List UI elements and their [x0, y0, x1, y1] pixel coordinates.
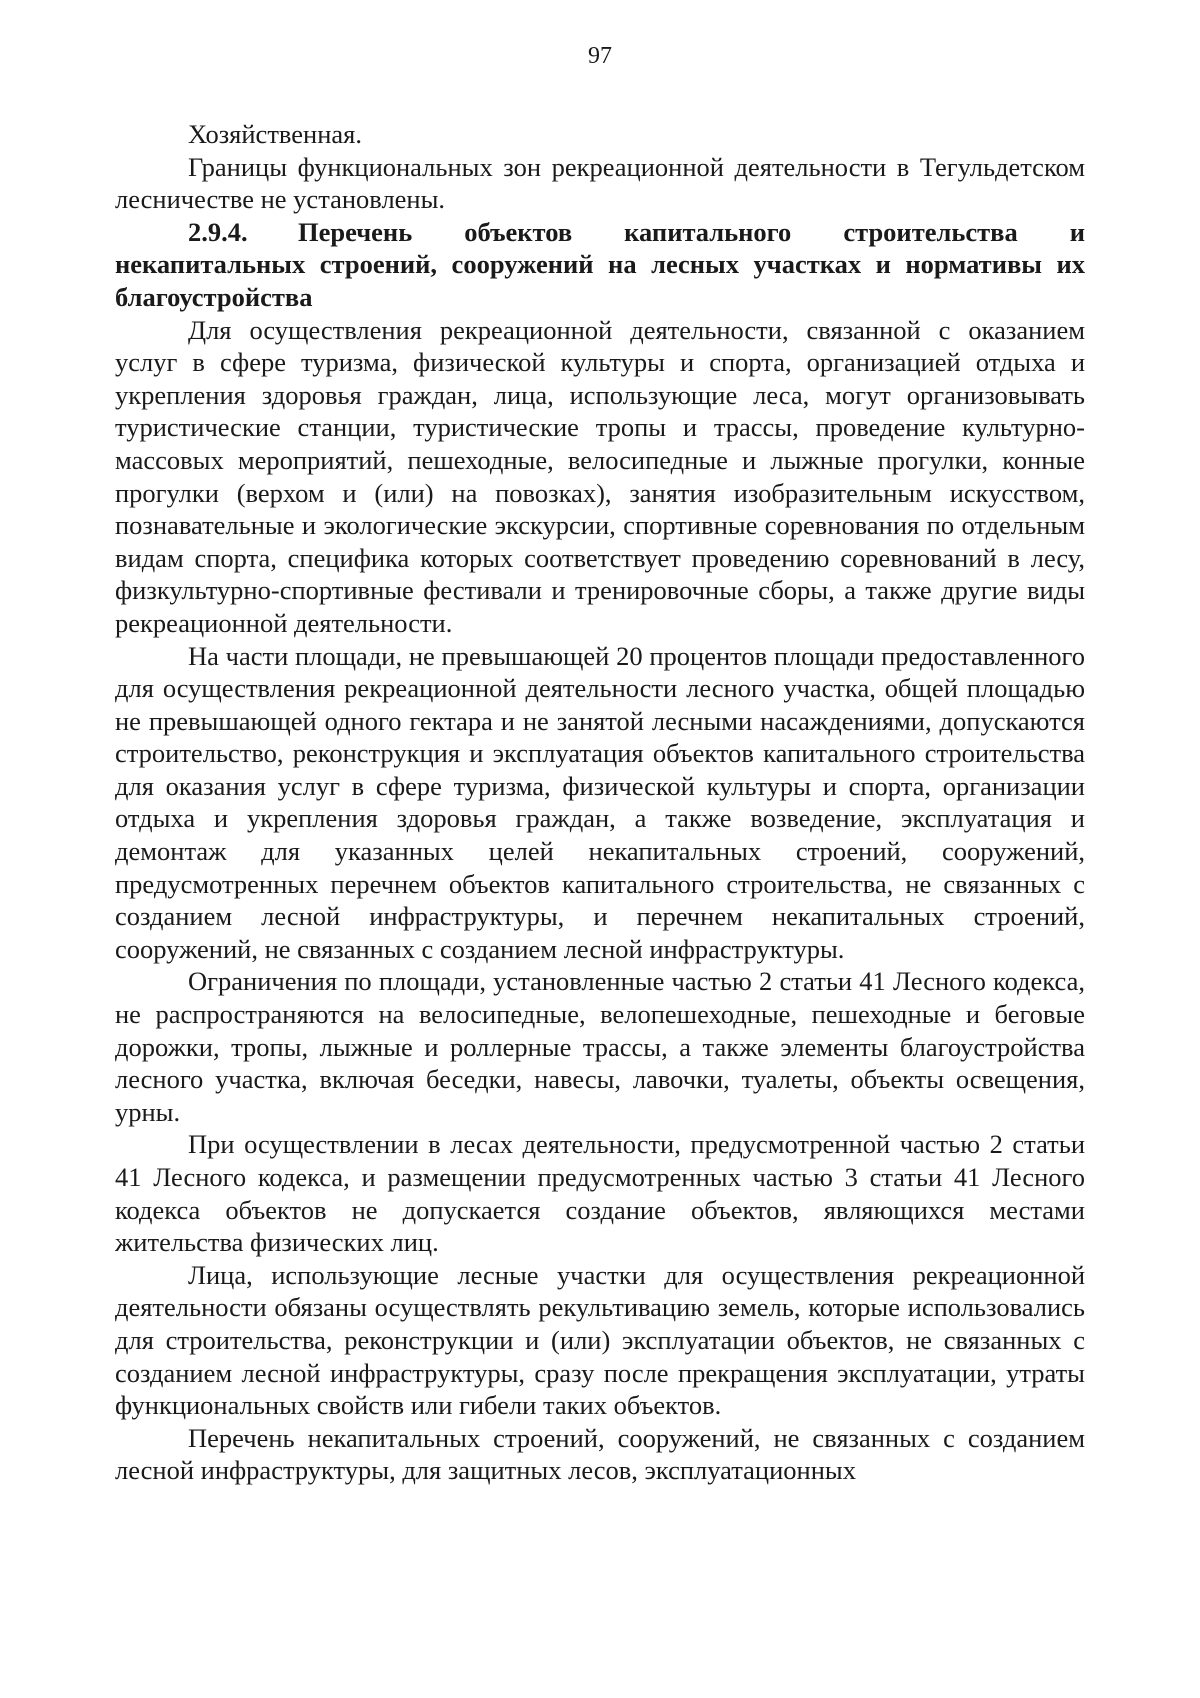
section-title: Перечень объектов капитального строительства и некапитальных строений, сооружений на лесных участках и нормативы их благоустройства: [115, 216, 1085, 312]
section-number: 2.9.4.: [188, 216, 248, 247]
section-heading: [115, 216, 1085, 314]
paragraph-economic-zone: Хозяйственная.: [188, 119, 362, 149]
paragraph-area-limit: На части площади, не превышающей 20 процентов площади предоставленного для осуществления рекреационной деятельности лесного участка, общей площадью не превышающей одного гектара и не занятой лесными насаждениями, допускаются строительство, реконструкция и эксплуатация объектов капитального строительства для оказания услуг в сфере туризма, физической культуры и спорта, организации отдыха и укрепления здоровья граждан, а также возведение, эксплуатация и демонтаж для указанных целей некапитальных строений, сооружений, предусмотренных перечнем объектов капитального строительства, не связанных с созданием лесной инфраструктуры, и перечнем некапитальных строений, сооружений, не связанных с созданием лесной инфраструктуры.: [115, 640, 1085, 964]
paragraph-recreational-activities: Для осуществления рекреационной деятельности, связанной с оказанием услуг в сфере туризма, физической культуры и спорта, организацией отдыха и укрепления здоровья граждан, лица, использующие леса, могут организовывать туристические станции, туристические тропы и трассы, проведение культурно-массовых мероприятий, пешеходные, велосипедные и лыжные прогулки, конные прогулки (верхом и (или) на повозках), занятия изобразительным искусством, познавательные и экологические экскурсии, спортивные соревнования по отдельным видам спорта, специфика которых соответствует проведению соревнований в лесу, физкультурно-спортивные фестивали и тренировочные сборы, а также другие виды рекреационной деятельности.: [115, 314, 1085, 638]
paragraph-zone-boundaries: Границы функциональных зон рекреационной деятельности в Тегульдетском лесничестве не установлены.: [115, 151, 1085, 215]
paragraph-residence-prohibition: При осуществлении в лесах деятельности, предусмотренной частью 2 статьи 41 Лесного кодекса, и размещении предусмотренных частью 3 статьи 41 Лесного кодекса объектов не допускается создание объектов, являющихся местами жительства физических лиц.: [115, 1129, 1085, 1258]
paragraph-structures-list: Перечень некапитальных строений, сооружений, не связанных с созданием лесной инфраструктуры, для защитных лесов, эксплуатационных: [115, 1422, 1085, 1486]
page-number: 97: [588, 43, 612, 69]
document-body: [115, 118, 1085, 1487]
paragraph-area-restrictions: Ограничения по площади, установленные частью 2 статьи 41 Лесного кодекса, не распространяются на велосипедные, велопешеходные, пешеходные и беговые дорожки, тропы, лыжные и роллерные трассы, а также элементы благоустройства лесного участка, включая беседки, навесы, лавочки, туалеты, объекты освещения, урны.: [115, 966, 1085, 1127]
paragraph-recultivation: Лица, использующие лесные участки для осуществления рекреационной деятельности обязаны осуществлять рекультивацию земель, которые использовались для строительства, реконструкции и (или) эксплуатации объектов, не связанных с созданием лесной инфраструктуры, сразу после прекращения эксплуатации, утраты функциональных свойств или гибели таких объектов.: [115, 1259, 1085, 1421]
